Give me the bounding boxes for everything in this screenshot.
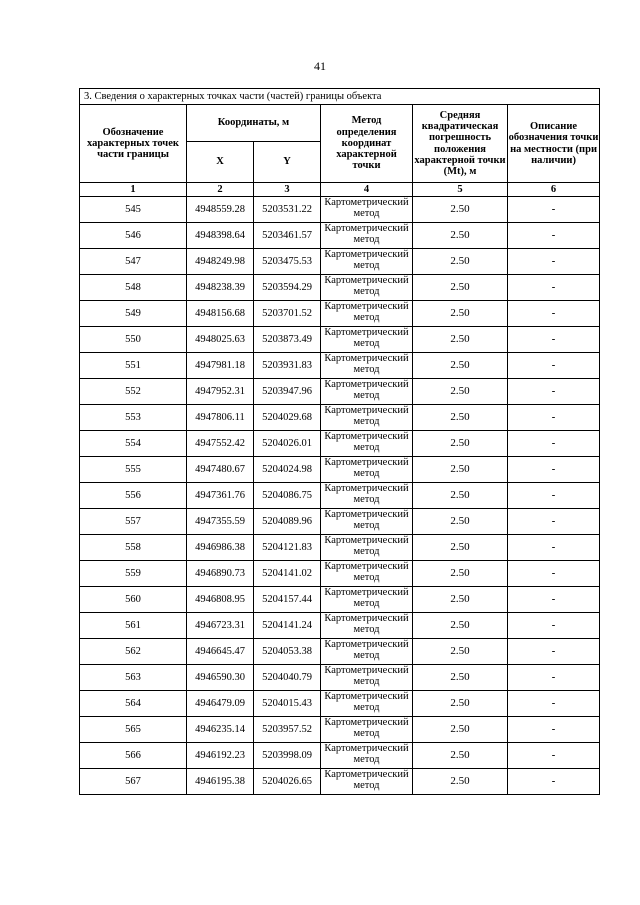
description-cell: - (508, 743, 600, 769)
page-number: 41 (314, 59, 326, 73)
description-cell: - (508, 353, 600, 379)
point-number-cell: 548 (80, 275, 187, 301)
method-cell: Картометрический метод (321, 405, 413, 431)
coord-y-cell: 5203461.57 (254, 223, 321, 249)
point-number-cell: 557 (80, 509, 187, 535)
point-number-cell: 562 (80, 639, 187, 665)
column-number: 3 (254, 183, 321, 197)
accuracy-cell: 2.50 (413, 483, 508, 509)
accuracy-cell: 2.50 (413, 691, 508, 717)
method-cell: Картометрический метод (321, 743, 413, 769)
method-cell: Картометрический метод (321, 197, 413, 223)
accuracy-cell: 2.50 (413, 275, 508, 301)
coord-y-cell: 5204086.75 (254, 483, 321, 509)
coord-y-cell: 5203998.09 (254, 743, 321, 769)
method-cell: Картометрический метод (321, 587, 413, 613)
method-cell: Картометрический метод (321, 457, 413, 483)
header-x: X (187, 142, 254, 183)
table-row (80, 483, 600, 509)
boundary-points-table (79, 88, 600, 795)
coord-y-cell: 5203701.52 (254, 301, 321, 327)
accuracy-cell: 2.50 (413, 561, 508, 587)
column-number: 1 (80, 183, 187, 197)
description-cell: - (508, 301, 600, 327)
point-number-cell: 561 (80, 613, 187, 639)
method-cell: Картометрический метод (321, 509, 413, 535)
point-number-cell: 564 (80, 691, 187, 717)
table-row (80, 249, 600, 275)
description-cell: - (508, 587, 600, 613)
coord-y-cell: 5203531.22 (254, 197, 321, 223)
coord-x-cell: 4948238.39 (187, 275, 254, 301)
section-title: 3. Сведения о характерных точках части (частей) границы объекта (80, 89, 600, 105)
description-cell: - (508, 249, 600, 275)
table-row (80, 405, 600, 431)
table-row (80, 769, 600, 795)
method-cell: Картометрический метод (321, 327, 413, 353)
table-row (80, 223, 600, 249)
description-cell: - (508, 431, 600, 457)
table-row (80, 327, 600, 353)
accuracy-cell: 2.50 (413, 509, 508, 535)
coord-x-cell: 4946590.30 (187, 665, 254, 691)
description-cell: - (508, 197, 600, 223)
coord-x-cell: 4946645.47 (187, 639, 254, 665)
accuracy-cell: 2.50 (413, 405, 508, 431)
header-accuracy: Средняя квадратическая погрешность положения характерной точки (Mt), м (413, 105, 508, 183)
description-cell: - (508, 223, 600, 249)
coord-y-cell: 5203947.96 (254, 379, 321, 405)
coord-x-cell: 4948025.63 (187, 327, 254, 353)
coord-y-cell: 5204157.44 (254, 587, 321, 613)
description-cell: - (508, 639, 600, 665)
point-number-cell: 545 (80, 197, 187, 223)
method-cell: Картометрический метод (321, 717, 413, 743)
coord-y-cell: 5203957.52 (254, 717, 321, 743)
header-point-designation: Обозначение характерных точек части границы (80, 105, 187, 183)
coord-y-cell: 5204026.01 (254, 431, 321, 457)
coord-x-cell: 4946986.38 (187, 535, 254, 561)
coord-y-cell: 5204053.38 (254, 639, 321, 665)
table-row (80, 379, 600, 405)
method-cell: Картометрический метод (321, 639, 413, 665)
table-body (80, 197, 600, 795)
coord-x-cell: 4948398.64 (187, 223, 254, 249)
method-cell: Картометрический метод (321, 483, 413, 509)
point-number-cell: 554 (80, 431, 187, 457)
coord-x-cell: 4946890.73 (187, 561, 254, 587)
description-cell: - (508, 717, 600, 743)
accuracy-cell: 2.50 (413, 743, 508, 769)
accuracy-cell: 2.50 (413, 717, 508, 743)
point-number-cell: 553 (80, 405, 187, 431)
point-number-cell: 565 (80, 717, 187, 743)
description-cell: - (508, 769, 600, 795)
coord-y-cell: 5203475.53 (254, 249, 321, 275)
method-cell: Картометрический метод (321, 769, 413, 795)
coord-x-cell: 4947361.76 (187, 483, 254, 509)
table-row (80, 613, 600, 639)
coord-y-cell: 5204121.83 (254, 535, 321, 561)
table-row (80, 561, 600, 587)
method-cell: Картометрический метод (321, 249, 413, 275)
accuracy-cell: 2.50 (413, 613, 508, 639)
header-method: Метод определения координат характерной точки (321, 105, 413, 183)
column-number: 5 (413, 183, 508, 197)
coord-x-cell: 4947806.11 (187, 405, 254, 431)
point-number-cell: 551 (80, 353, 187, 379)
description-cell: - (508, 691, 600, 717)
table-row (80, 535, 600, 561)
point-number-cell: 560 (80, 587, 187, 613)
accuracy-cell: 2.50 (413, 665, 508, 691)
header-description: Описание обозначения точки на местности (при наличии) (508, 105, 600, 183)
accuracy-cell: 2.50 (413, 301, 508, 327)
method-cell: Картометрический метод (321, 275, 413, 301)
point-number-cell: 549 (80, 301, 187, 327)
point-number-cell: 556 (80, 483, 187, 509)
method-cell: Картометрический метод (321, 665, 413, 691)
coord-x-cell: 4946195.38 (187, 769, 254, 795)
coord-y-cell: 5204024.98 (254, 457, 321, 483)
method-cell: Картометрический метод (321, 535, 413, 561)
point-number-cell: 558 (80, 535, 187, 561)
description-cell: - (508, 665, 600, 691)
coord-x-cell: 4946723.31 (187, 613, 254, 639)
table-row (80, 457, 600, 483)
column-number: 2 (187, 183, 254, 197)
description-cell: - (508, 379, 600, 405)
table-row (80, 639, 600, 665)
description-cell: - (508, 275, 600, 301)
point-number-cell: 563 (80, 665, 187, 691)
accuracy-cell: 2.50 (413, 639, 508, 665)
header-coordinates: Координаты, м (187, 105, 321, 142)
coord-x-cell: 4948156.68 (187, 301, 254, 327)
description-cell: - (508, 509, 600, 535)
coord-x-cell: 4947480.67 (187, 457, 254, 483)
coord-x-cell: 4948249.98 (187, 249, 254, 275)
method-cell: Картометрический метод (321, 301, 413, 327)
coord-x-cell: 4947552.42 (187, 431, 254, 457)
point-number-cell: 566 (80, 743, 187, 769)
method-cell: Картометрический метод (321, 613, 413, 639)
accuracy-cell: 2.50 (413, 223, 508, 249)
description-cell: - (508, 457, 600, 483)
coord-y-cell: 5203594.29 (254, 275, 321, 301)
coord-x-cell: 4947981.18 (187, 353, 254, 379)
table-row (80, 431, 600, 457)
table-row (80, 587, 600, 613)
coord-x-cell: 4947355.59 (187, 509, 254, 535)
method-cell: Картометрический метод (321, 379, 413, 405)
description-cell: - (508, 613, 600, 639)
accuracy-cell: 2.50 (413, 353, 508, 379)
column-number: 6 (508, 183, 600, 197)
accuracy-cell: 2.50 (413, 197, 508, 223)
coord-x-cell: 4947952.31 (187, 379, 254, 405)
method-cell: Картометрический метод (321, 561, 413, 587)
table-row (80, 665, 600, 691)
table-row (80, 509, 600, 535)
table-row (80, 743, 600, 769)
accuracy-cell: 2.50 (413, 431, 508, 457)
point-number-cell: 559 (80, 561, 187, 587)
table-row (80, 353, 600, 379)
accuracy-cell: 2.50 (413, 535, 508, 561)
coord-y-cell: 5204015.43 (254, 691, 321, 717)
accuracy-cell: 2.50 (413, 379, 508, 405)
accuracy-cell: 2.50 (413, 587, 508, 613)
coord-x-cell: 4946235.14 (187, 717, 254, 743)
method-cell: Картометрический метод (321, 431, 413, 457)
coord-y-cell: 5204029.68 (254, 405, 321, 431)
point-number-cell: 547 (80, 249, 187, 275)
coord-x-cell: 4948559.28 (187, 197, 254, 223)
coord-y-cell: 5203931.83 (254, 353, 321, 379)
coord-x-cell: 4946479.09 (187, 691, 254, 717)
point-number-cell: 555 (80, 457, 187, 483)
header-y: Y (254, 142, 321, 183)
description-cell: - (508, 483, 600, 509)
method-cell: Картометрический метод (321, 223, 413, 249)
coord-y-cell: 5204141.24 (254, 613, 321, 639)
point-number-cell: 567 (80, 769, 187, 795)
table-row (80, 691, 600, 717)
coord-x-cell: 4946808.95 (187, 587, 254, 613)
point-number-cell: 550 (80, 327, 187, 353)
table-row (80, 197, 600, 223)
coord-y-cell: 5204089.96 (254, 509, 321, 535)
table-row (80, 275, 600, 301)
description-cell: - (508, 535, 600, 561)
description-cell: - (508, 405, 600, 431)
description-cell: - (508, 327, 600, 353)
column-number: 4 (321, 183, 413, 197)
coord-y-cell: 5204141.02 (254, 561, 321, 587)
point-number-cell: 546 (80, 223, 187, 249)
accuracy-cell: 2.50 (413, 327, 508, 353)
table-row (80, 301, 600, 327)
table-row (80, 717, 600, 743)
accuracy-cell: 2.50 (413, 457, 508, 483)
point-number-cell: 552 (80, 379, 187, 405)
coord-y-cell: 5204026.65 (254, 769, 321, 795)
coord-x-cell: 4946192.23 (187, 743, 254, 769)
accuracy-cell: 2.50 (413, 249, 508, 275)
method-cell: Картометрический метод (321, 691, 413, 717)
description-cell: - (508, 561, 600, 587)
accuracy-cell: 2.50 (413, 769, 508, 795)
coord-y-cell: 5203873.49 (254, 327, 321, 353)
method-cell: Картометрический метод (321, 353, 413, 379)
coord-y-cell: 5204040.79 (254, 665, 321, 691)
